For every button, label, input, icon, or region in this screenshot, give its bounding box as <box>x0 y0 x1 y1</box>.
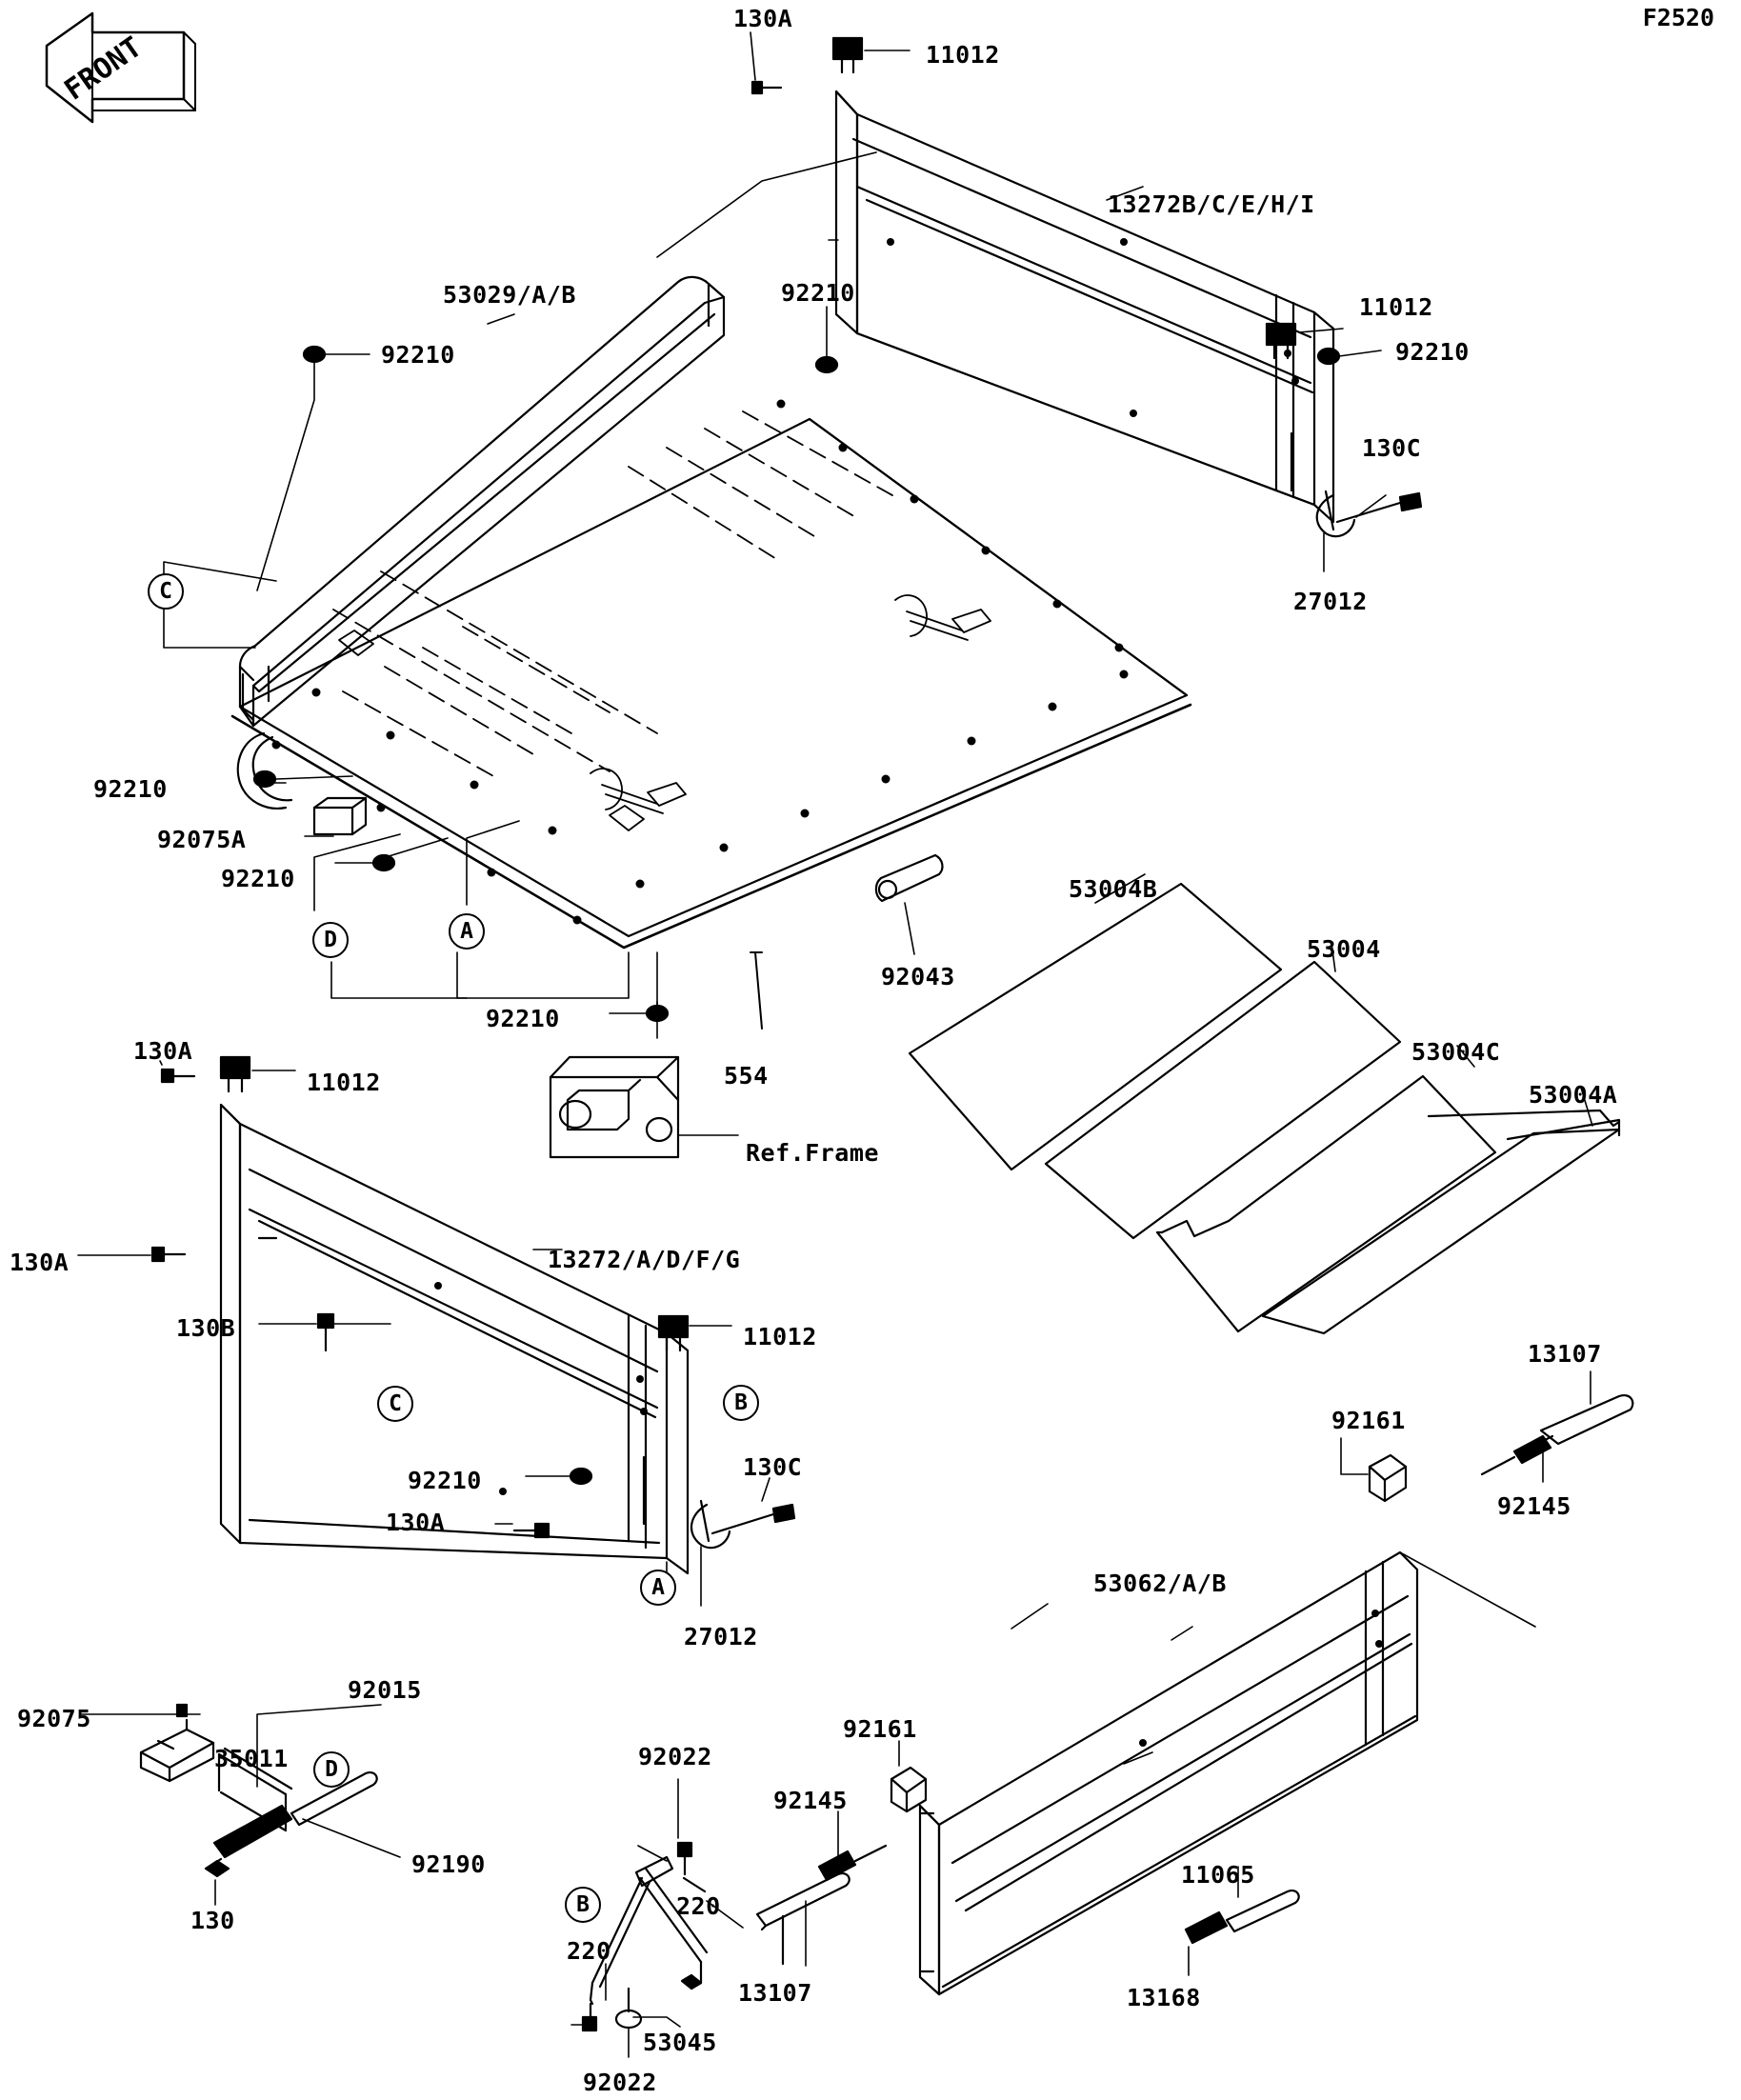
bed-hidden-detail <box>339 595 991 830</box>
label-92210-bottom: 92210 <box>486 1005 560 1032</box>
label-92022-bottom: 92022 <box>583 2069 657 2096</box>
callout-b-low: B <box>565 1887 601 1923</box>
label-130-low: 130 <box>190 1907 235 1934</box>
label-130a-left2: 130A <box>10 1249 70 1276</box>
callout-d-upper: D <box>312 922 349 958</box>
label-220-right: 220 <box>676 1892 721 1920</box>
cargo-bed-main <box>232 277 1191 948</box>
assembly-92075-35011 <box>141 1705 377 1876</box>
fastener-11012-mid <box>221 1057 250 1091</box>
label-11012-mid: 11012 <box>307 1069 381 1096</box>
label-92015: 92015 <box>348 1676 422 1704</box>
callout-c-upper: C <box>148 573 184 610</box>
label-27012-mid: 27012 <box>684 1623 758 1650</box>
label-130a-mid: 130A <box>133 1037 193 1065</box>
fastener-130a-mid <box>162 1070 194 1082</box>
label-92210-left: 92210 <box>381 341 455 369</box>
label-35011: 35011 <box>214 1745 289 1772</box>
fastener-92210-topmid <box>816 357 837 372</box>
label-13107-low: 13107 <box>738 1979 812 2007</box>
label-53004b: 53004B <box>1069 875 1158 903</box>
label-92145-low: 92145 <box>773 1787 848 1814</box>
ref-frame-bracket <box>550 1057 678 1157</box>
svg-text:FRONT: FRONT <box>58 30 149 108</box>
label-130b: 130B <box>176 1314 236 1342</box>
label-53045: 53045 <box>643 2029 717 2056</box>
bed-mats <box>910 884 1619 1333</box>
label-27012-right: 27012 <box>1293 588 1368 615</box>
label-53062-ab: 53062/A/B <box>1093 1570 1227 1597</box>
callout-b-mid: B <box>723 1385 759 1421</box>
fastener-11012-mid2 <box>659 1316 688 1350</box>
bed-hidden-lines <box>333 411 899 777</box>
gate-upper-right <box>836 91 1333 522</box>
fastener-92210-mid <box>570 1469 591 1484</box>
fastener-92210-leftlow <box>254 771 275 787</box>
label-92145-right: 92145 <box>1497 1492 1571 1520</box>
label-53004c: 53004C <box>1411 1038 1501 1066</box>
label-92210-leftlow: 92210 <box>93 775 168 803</box>
label-220-left: 220 <box>567 1937 611 1965</box>
label-130c-mid: 130C <box>743 1453 803 1481</box>
label-92190: 92190 <box>411 1850 486 1878</box>
label-92210-mid: 92210 <box>408 1467 482 1494</box>
label-92210-topmid: 92210 <box>781 279 855 307</box>
label-92161-right: 92161 <box>1331 1407 1406 1434</box>
label-13272-adfg: 13272/A/D/F/G <box>548 1246 741 1273</box>
rod-13107-right <box>1482 1395 1632 1474</box>
label-11065: 11065 <box>1181 1861 1255 1889</box>
fastener-92210-leftpanel <box>304 347 325 362</box>
callout-a-mid: A <box>640 1570 676 1606</box>
fastener-130b <box>318 1314 333 1350</box>
pin-92043 <box>876 855 943 901</box>
label-92161-low: 92161 <box>843 1715 917 1743</box>
label-53004a: 53004A <box>1529 1081 1618 1109</box>
label-92043: 92043 <box>881 963 955 990</box>
gate-mid-left <box>221 1105 688 1573</box>
label-554: 554 <box>724 1062 769 1090</box>
fastener-130a-top <box>752 82 781 93</box>
label-13168: 13168 <box>1127 1984 1201 2011</box>
label-13107-right: 13107 <box>1528 1340 1602 1368</box>
label-130c-right: 130C <box>1362 434 1422 462</box>
label-130a-mid3: 130A <box>386 1509 446 1536</box>
fastener-11012-top <box>833 38 862 72</box>
bracket-92161-right <box>1370 1455 1406 1501</box>
label-92075a: 92075A <box>157 826 247 853</box>
label-13272-bcehi: 13272B/C/E/H/I <box>1108 190 1315 218</box>
label-11012-right: 11012 <box>1359 293 1433 321</box>
callout-d-low: D <box>313 1751 350 1788</box>
fastener-92210-right <box>1318 349 1339 364</box>
label-ref-frame: Ref.Frame <box>746 1139 879 1167</box>
fastener-130a-left2 <box>152 1248 185 1261</box>
front-arrow-icon <box>47 13 195 122</box>
label-92075: 92075 <box>17 1705 91 1732</box>
label-53004: 53004 <box>1307 935 1381 963</box>
label-92022-top: 92022 <box>638 1743 712 1770</box>
hook-27012-mid <box>691 1501 794 1548</box>
callout-c-mid: C <box>377 1386 413 1422</box>
label-53029-ab: 53029/A/B <box>443 281 576 309</box>
label-92210-right: 92210 <box>1395 338 1470 366</box>
label-92210-leftlow2: 92210 <box>221 865 295 892</box>
gate-lower-right <box>920 1552 1417 1994</box>
sheet-code: F2520 <box>1642 4 1714 31</box>
callout-a-upper: A <box>449 913 485 950</box>
pin-11065 <box>1186 1890 1299 1943</box>
rod-13107-lower <box>757 1846 886 1964</box>
label-11012-top: 11012 <box>926 41 1000 69</box>
label-11012-mid2: 11012 <box>743 1323 817 1350</box>
label-130a-top: 130A <box>733 5 793 32</box>
fastener-92210-leftlow2 <box>373 855 394 870</box>
